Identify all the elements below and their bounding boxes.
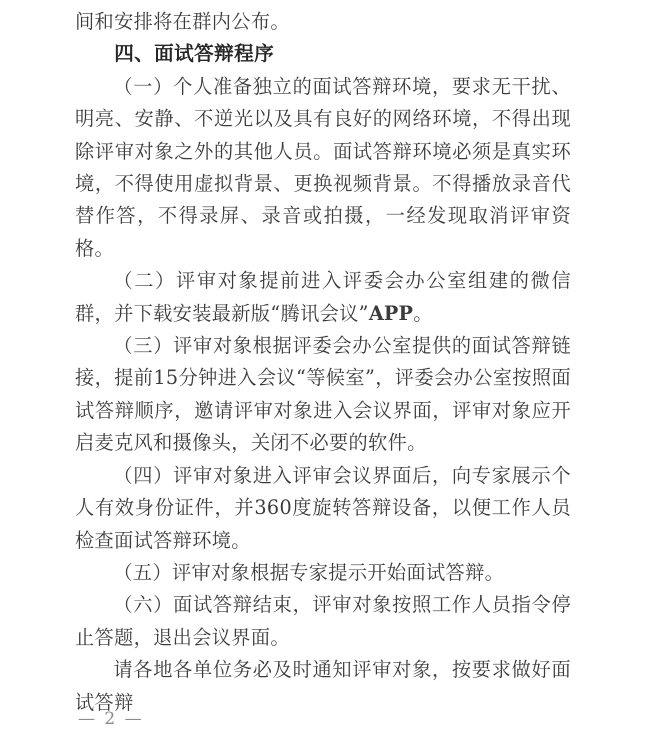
continued-paragraph: 间和安排将在群内公布。 (75, 10, 290, 33)
paragraph-item-6: （六）面试答辩结束，评审对象按照工作人员指令停止答题，退出会议界面。 (75, 593, 571, 649)
section-heading: 四、面试答辩程序 (114, 42, 275, 66)
document-text-body (75, 6, 571, 719)
page-number: — 2 — (78, 709, 144, 729)
paragraph-item-4: （四）评审对象进入评审会议界面后，向专家展示个人有效身份证件，并360度旋转答辩设备，以便工作人员检查面试答辩环境。 (75, 463, 571, 552)
paragraph-item-2 (75, 265, 571, 330)
paragraph-item-2-tail: 。 (413, 301, 433, 325)
paragraph-item-2-lead: （二）评审对象提前进入评委会办公室组建的微信群，并下载安装最新版“腾讯会议” (75, 269, 571, 325)
paragraph-item-3: （三）评审对象根据评委会办公室提供的面试答辩链接，提前15分钟进入会议“等候室”，评委会办公室按照面试答辩顺序，邀请评审对象进入会议界面，评审对象应开启麦克风和摄像头，关闭不必要的软件。 (75, 334, 571, 455)
paragraph-item-5: （五）评审对象根据专家提示开始面试答辩。 (113, 560, 505, 584)
paragraph-item-2-app-label: APP (368, 301, 414, 325)
paragraph-item-1: （一）个人准备独立的面试答辩环境，要求无干扰、明亮、安静、不逆光以及具有良好的网络环境，不得出现除评审对象之外的其他人员。面试答辩环境必须是真实环境，不得使用虚拟背景、更换视频背景。不得播放录音代替作答，不得录屏、录音或拍摄，一经发现取消评审资格。 (75, 74, 571, 260)
closing-paragraph: 请各地各单位务必及时通知评审对象，按要求做好面试答辩 (75, 658, 571, 714)
